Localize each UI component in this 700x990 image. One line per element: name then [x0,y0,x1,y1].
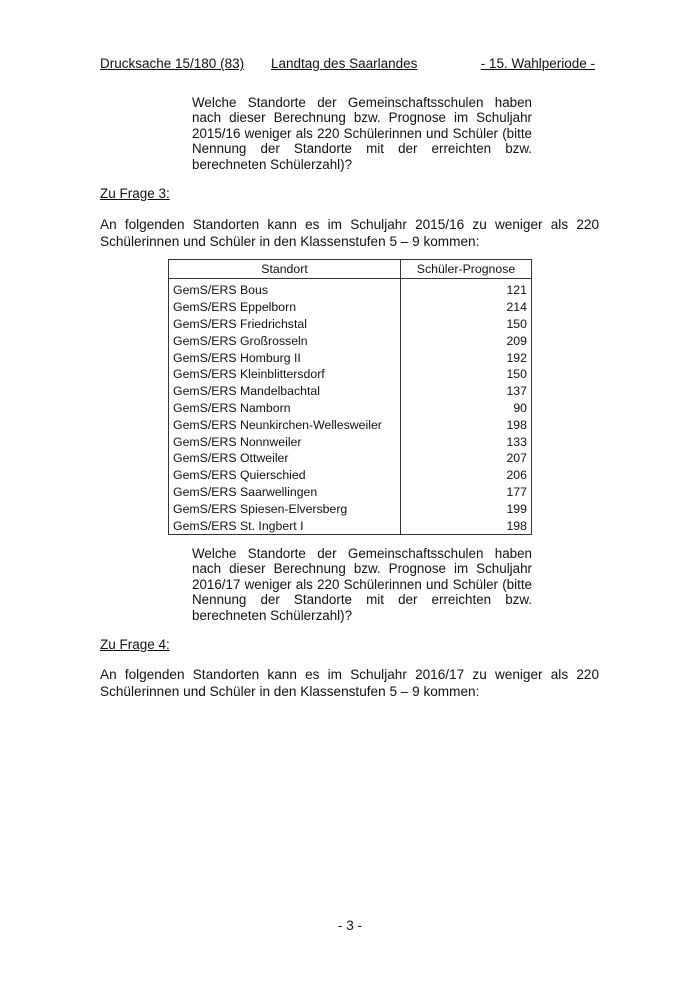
column-header-standort: Standort [169,260,401,279]
table-row [169,299,532,316]
cell-standort: GemS/ERS Kleinblittersdorf [173,367,325,382]
cell-prognose: 177 [401,484,532,501]
page-number: - 3 - [337,918,362,933]
cell-prognose: 137 [401,383,532,400]
cell-standort: GemS/ERS Ottweiler [173,451,289,466]
cell-standort: GemS/ERS Eppelborn [173,300,297,315]
cell-prognose: 133 [401,433,532,450]
table-body [169,279,532,535]
cell-standort: GemS/ERS St. Ingbert I [173,518,304,533]
cell-standort: GemS/ERS Neunkirchen-Wellesweiler [173,417,382,432]
cell-standort: GemS/ERS Homburg II [173,350,301,365]
cell-standort: GemS/ERS Großrosseln [173,333,308,348]
cell-prognose: 209 [401,332,532,349]
answer-heading-1: Zu Frage 3: [100,186,170,201]
cell-standort: GemS/ERS Friedrichstal [173,316,307,331]
header-document-number: Drucksache 15/180 (83) [100,56,245,71]
cell-prognose: 90 [401,400,532,417]
answer-text-1: An folgenden Standorten kann es im Schuljahr 2015/16 zu weniger als 220 Schülerinnen und Schüler in den Klassenstufen 5 – 9 kommen: [100,217,599,249]
header-parliament: Landtag des Saarlandes [271,56,418,71]
cell-prognose: 192 [401,349,532,366]
table-row [169,433,532,450]
cell-prognose: 150 [401,366,532,383]
table-row [169,467,532,484]
column-header-prognose: Schüler-Prognose [401,260,532,279]
cell-standort: GemS/ERS Mandelbachtal [173,384,320,399]
cell-prognose: 199 [401,500,532,517]
table-row [169,416,532,433]
cell-prognose: 198 [401,517,532,534]
cell-standort: GemS/ERS Spiesen-Elversberg [173,501,348,516]
cell-standort: GemS/ERS Namborn [173,400,291,415]
question-text-2: Welche Standorte der Gemeinschaftsschulen haben nach dieser Berechnung bzw. Prognose im Schuljahr 2016/17 weniger als 220 Schülerinnen und Schüler (bitte Nennung der Standorte mit der erreichten bzw. berechneten Schülerzahl)? [192,546,532,623]
table-row [169,400,532,417]
cell-standort: GemS/ERS Bous [173,283,268,298]
table-row [169,279,532,299]
table-row [169,349,532,366]
answer-heading-2: Zu Frage 4: [100,637,170,652]
table-row [169,366,532,383]
table-row [169,332,532,349]
header-legislative-period: - 15. Wahlperiode - [480,56,595,71]
table-row [169,517,532,534]
cell-standort: GemS/ERS Nonnweiler [173,434,302,449]
table-row [169,383,532,400]
cell-standort: GemS/ERS Quierschied [173,468,306,483]
cell-prognose: 206 [401,467,532,484]
table-row [169,316,532,333]
table-row [169,500,532,517]
table-row [169,450,532,467]
cell-prognose: 121 [401,279,532,299]
table-header-row [169,260,532,279]
forecast-table [168,259,532,535]
table-row [169,484,532,501]
cell-prognose: 207 [401,450,532,467]
page-header [100,56,595,74]
cell-prognose: 198 [401,416,532,433]
question-text-1: Welche Standorte der Gemeinschaftsschulen haben nach dieser Berechnung bzw. Prognose im Schuljahr 2015/16 weniger als 220 Schülerinnen und Schüler (bitte Nennung der Standorte mit der erreichten bzw. berechneten Schülerzahl)? [192,95,532,172]
cell-standort: GemS/ERS Saarwellingen [173,484,318,499]
cell-prognose: 214 [401,299,532,316]
answer-text-2: An folgenden Standorten kann es im Schuljahr 2016/17 zu weniger als 220 Schülerinnen und Schüler in den Klassenstufen 5 – 9 kommen: [100,667,599,699]
cell-prognose: 150 [401,316,532,333]
